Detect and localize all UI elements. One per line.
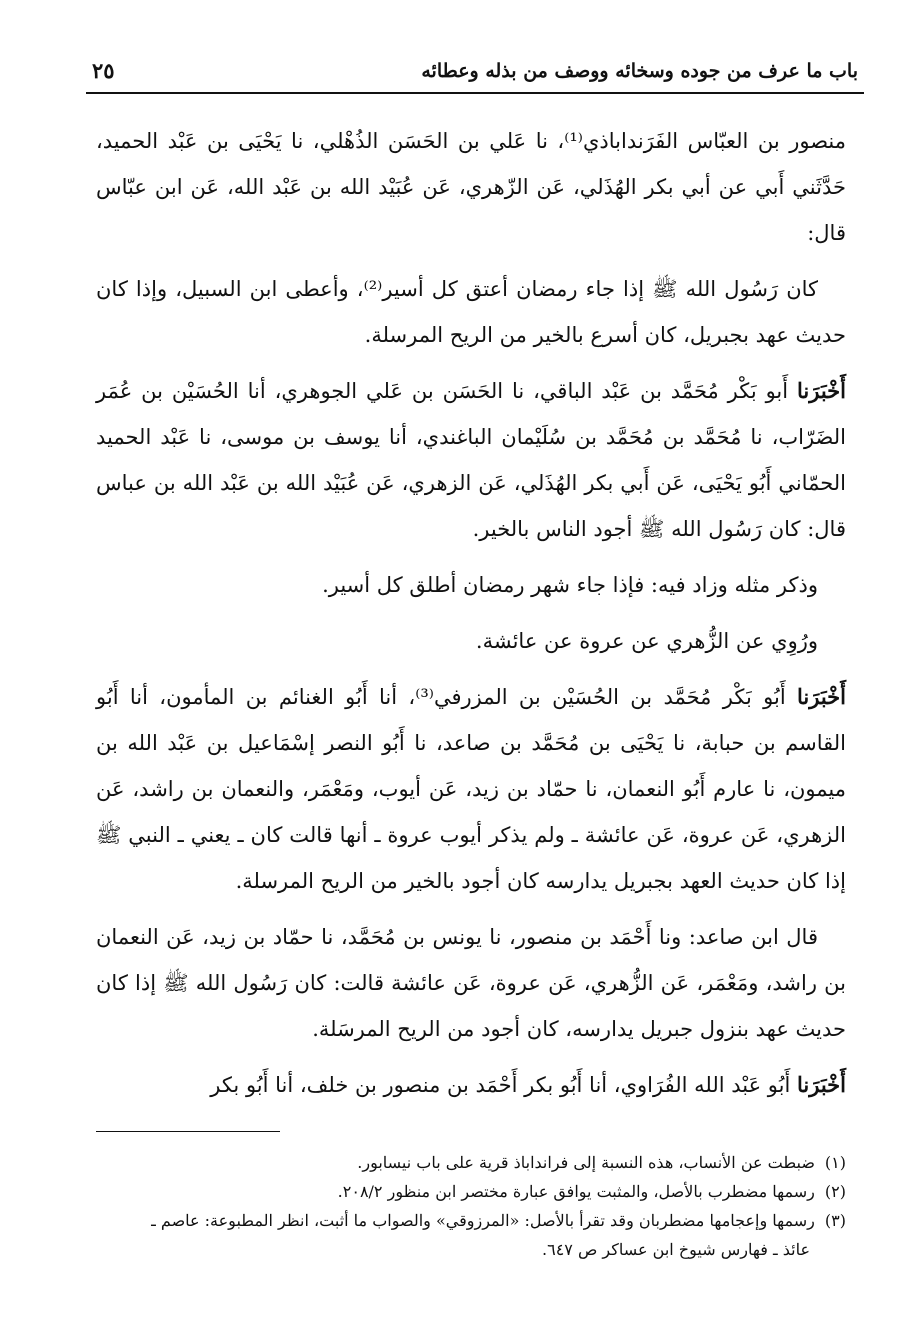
footnotes xyxy=(96,1148,846,1264)
narration-marker: أَخْبَرَنا xyxy=(797,684,846,709)
footnote-divider xyxy=(96,1131,280,1132)
chapter-title: باب ما عرف من جوده وسخائه ووصف من بذله وعطائه xyxy=(421,60,858,82)
paragraph-text: أَبُو عَبْد الله الفُرَاوي، أنا أَبُو بكر أَحْمَد بن منصور بن خلف، أنا أَبُو بكر xyxy=(210,1073,798,1097)
main-text xyxy=(96,118,846,1118)
paragraph-1: منصور بن العبّاس الفَرَنداباذي⁽¹⁾، نا عَلي بن الحَسَن الذُهْلي، نا يَحْيَى بن عَبْد الحميد، حَدَّثَني أَبي عن أبي بكر الهُذَلي، عَن الزّهري، عَن عُبَيْد الله بن عَبْد الله، عَن ابن عبّاس قال: xyxy=(96,129,846,245)
footnote-number: (٣) xyxy=(824,1211,846,1230)
footnote-1 xyxy=(96,1148,846,1177)
footnote-number: (٢) xyxy=(824,1182,846,1201)
paragraph-text: أَبو بَكْر مُحَمَّد بن عَبْد الباقي، نا الحَسَن بن عَلي الجوهري، أنا الحُسَيْن بن عُمَر الضَرّاب، نا مُحَمَّد بن مُحَمَّد بن سُلَيْمان الباغندي، أنا يوسف بن موسى، نا عَبْد الحميد الحمّاني أَبُو يَحْيَى، عَن أَبي بكر الهُذَلي، عَن الزهري، عَن عُبَيْد الله بن عَبْد الله بن عباس قال: كان رَسُول الله ﷺ أجود الناس بالخير. xyxy=(96,379,846,541)
paragraph-8 xyxy=(96,1062,846,1108)
paragraph-7: قال ابن صاعد: ونا أَحْمَد بن منصور، نا يونس بن مُحَمَّد، نا حمّاد بن زيد، عَن النعمان بن راشد، ومَعْمَر، عَن الزُّهري، عَن عروة، عَن عائشة قالت: كان رَسُول الله ﷺ إذا كان حديث عهد بنزول جبريل يدارسه، كان أجود من الريح المرسَلة. xyxy=(96,925,846,1041)
page-number: ٢٥ xyxy=(92,58,115,83)
paragraph-5: ورُوِي عن الزُّهري عن عروة عن عائشة. xyxy=(475,629,818,653)
footnote-text: رسمها مضطرب بالأصل، والمثبت يوافق عبارة مختصر ابن منظور ٢٠٨/٢. xyxy=(337,1182,815,1201)
footnote-3 xyxy=(96,1206,846,1235)
narration-marker: أَخْبَرَنا xyxy=(797,1072,846,1097)
paragraph-3 xyxy=(96,368,846,552)
paragraph-6 xyxy=(96,674,846,904)
footnote-3-continuation: عائذ ـ فهارس شيوخ ابن عساكر ص ٦٤٧. xyxy=(542,1240,810,1259)
footnote-number: (١) xyxy=(824,1153,846,1172)
footnote-text: ضبطت عن الأنساب، هذه النسبة إلى فرانداباذ قرية على باب نيسابور. xyxy=(357,1153,815,1172)
paragraph-text: أَبُو بَكْر مُحَمَّد بن الحُسَيْن بن المزرفي⁽³⁾، أنا أَبُو الغنائم بن المأمون، أنا أَبُو القاسم بن حبابة، نا يَحْيَى بن مُحَمَّد بن صاعد، نا أَبُو النصر إسْمَاعيل بن عَبْد الله بن ميمون، نا عارم أَبُو النعمان، نا حمّاد بن زيد، عَن أيوب، ومَعْمَر، والنعمان بن راشد، عَن الزهري، عَن عروة، عَن عائشة ـ ولم يذكر أيوب عروة ـ أنها قالت كان ـ يعني ـ النبي ﷺ إذا كان حديث العهد بجبريل يدارسه كان أجود بالخير من الريح المرسلة. xyxy=(96,685,846,893)
footnote-text: رسمها وإعجامها مضطربان وقد تقرأ بالأصل: «المرزوقي» والصواب ما أثبت، انظر المطبوعة: عاصم ـ xyxy=(151,1211,815,1230)
running-header xyxy=(86,52,864,94)
paragraph-4: وذكر مثله وزاد فيه: فإذا جاء شهر رمضان أطلق كل أسير. xyxy=(322,573,818,597)
footnote-2 xyxy=(96,1177,846,1206)
paragraph-2: كان رَسُول الله ﷺ إذا جاء رمضان أعتق كل أسير⁽²⁾، وأعطى ابن السبيل، وإذا كان حديث عهد بجبريل، كان أسرع بالخير من الريح المرسلة. xyxy=(96,277,846,347)
narration-marker: أَخْبَرَنا xyxy=(797,378,846,403)
